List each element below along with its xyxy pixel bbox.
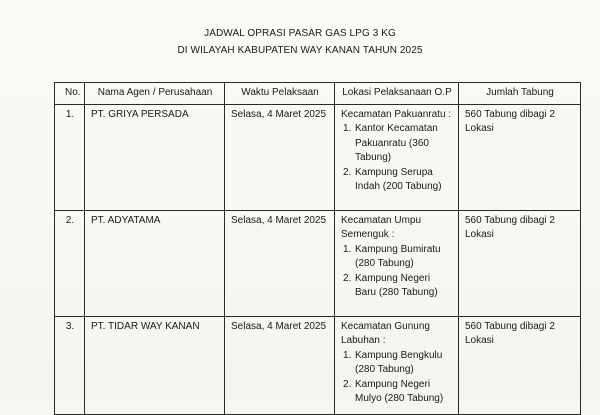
location-text: Kampung Bumiratu (280 Tabung) <box>355 243 441 269</box>
schedule-date: Selasa, 4 Maret 2025 <box>225 210 335 316</box>
list-item <box>343 349 453 378</box>
row-number: 3. <box>55 316 85 414</box>
row-number: 2. <box>55 210 85 316</box>
location-cell <box>335 316 459 414</box>
row-number: 1. <box>55 104 85 210</box>
header-amount: Jumlah Tabung <box>459 83 581 105</box>
table-row <box>55 210 581 316</box>
document-title: JADWAL OPRASI PASAR GAS LPG 3 KG <box>204 28 396 39</box>
location-list <box>341 349 453 407</box>
schedule-table <box>54 82 581 415</box>
cylinder-amount: 560 Tabung dibagi 2 Lokasi <box>459 316 581 414</box>
table-header <box>55 83 581 105</box>
location-text: Kampung Serupa Indah (200 Tabung) <box>355 166 442 192</box>
list-item <box>343 243 453 272</box>
schedule-date: Selasa, 4 Maret 2025 <box>225 104 335 210</box>
list-index: 1. <box>343 123 352 134</box>
header-no: No. <box>55 83 85 105</box>
location-district: Kecamatan Pakuanratu : <box>341 108 452 120</box>
list-index: 2. <box>343 378 352 390</box>
cylinder-amount: 560 Tabung dibagi 2 Lokasi <box>459 210 581 316</box>
location-list <box>341 122 453 195</box>
table-row <box>55 316 581 414</box>
table-row <box>55 104 581 210</box>
list-index: 2. <box>343 272 352 284</box>
document-subtitle: DI WILAYAH KABUPATEN WAY KANAN TAHUN 2025 <box>177 45 423 56</box>
location-cell <box>335 210 459 316</box>
schedule-date: Selasa, 4 Maret 2025 <box>225 316 335 414</box>
location-text: Kampung Negeri Baru (280 Tabung) <box>355 272 438 298</box>
header-agent: Nama Agen / Perusahaan <box>85 83 225 105</box>
header-time: Waktu Pelaksaan <box>225 83 335 105</box>
list-item <box>343 166 453 195</box>
list-item <box>343 122 453 166</box>
location-text: Kantor Kecamatan Pakuanratu (360 Tabung) <box>355 123 438 163</box>
location-district: Kecamatan Umpu Semenguk : <box>341 214 422 240</box>
agent-name: PT. TIDAR WAY KANAN <box>85 316 225 414</box>
location-text: Kampung Bengkulu (280 Tabung) <box>355 349 443 375</box>
list-index: 2. <box>343 166 352 178</box>
list-item <box>343 272 453 301</box>
list-index: 1. <box>343 349 352 361</box>
agent-name: PT. GRIYA PERSADA <box>85 104 225 210</box>
list-item <box>343 378 453 407</box>
location-district: Kecamatan Gunung Labuhan : <box>341 320 430 346</box>
list-index: 1. <box>343 243 352 255</box>
location-list <box>341 243 453 301</box>
location-cell <box>335 104 459 210</box>
cylinder-amount: 560 Tabung dibagi 2 Lokasi <box>459 104 581 210</box>
agent-name: PT. ADYATAMA <box>85 210 225 316</box>
location-text: Kampung Negeri Mulyo (280 Tabung) <box>355 378 444 404</box>
header-location: Lokasi Pelaksanaan O.P <box>335 83 459 105</box>
